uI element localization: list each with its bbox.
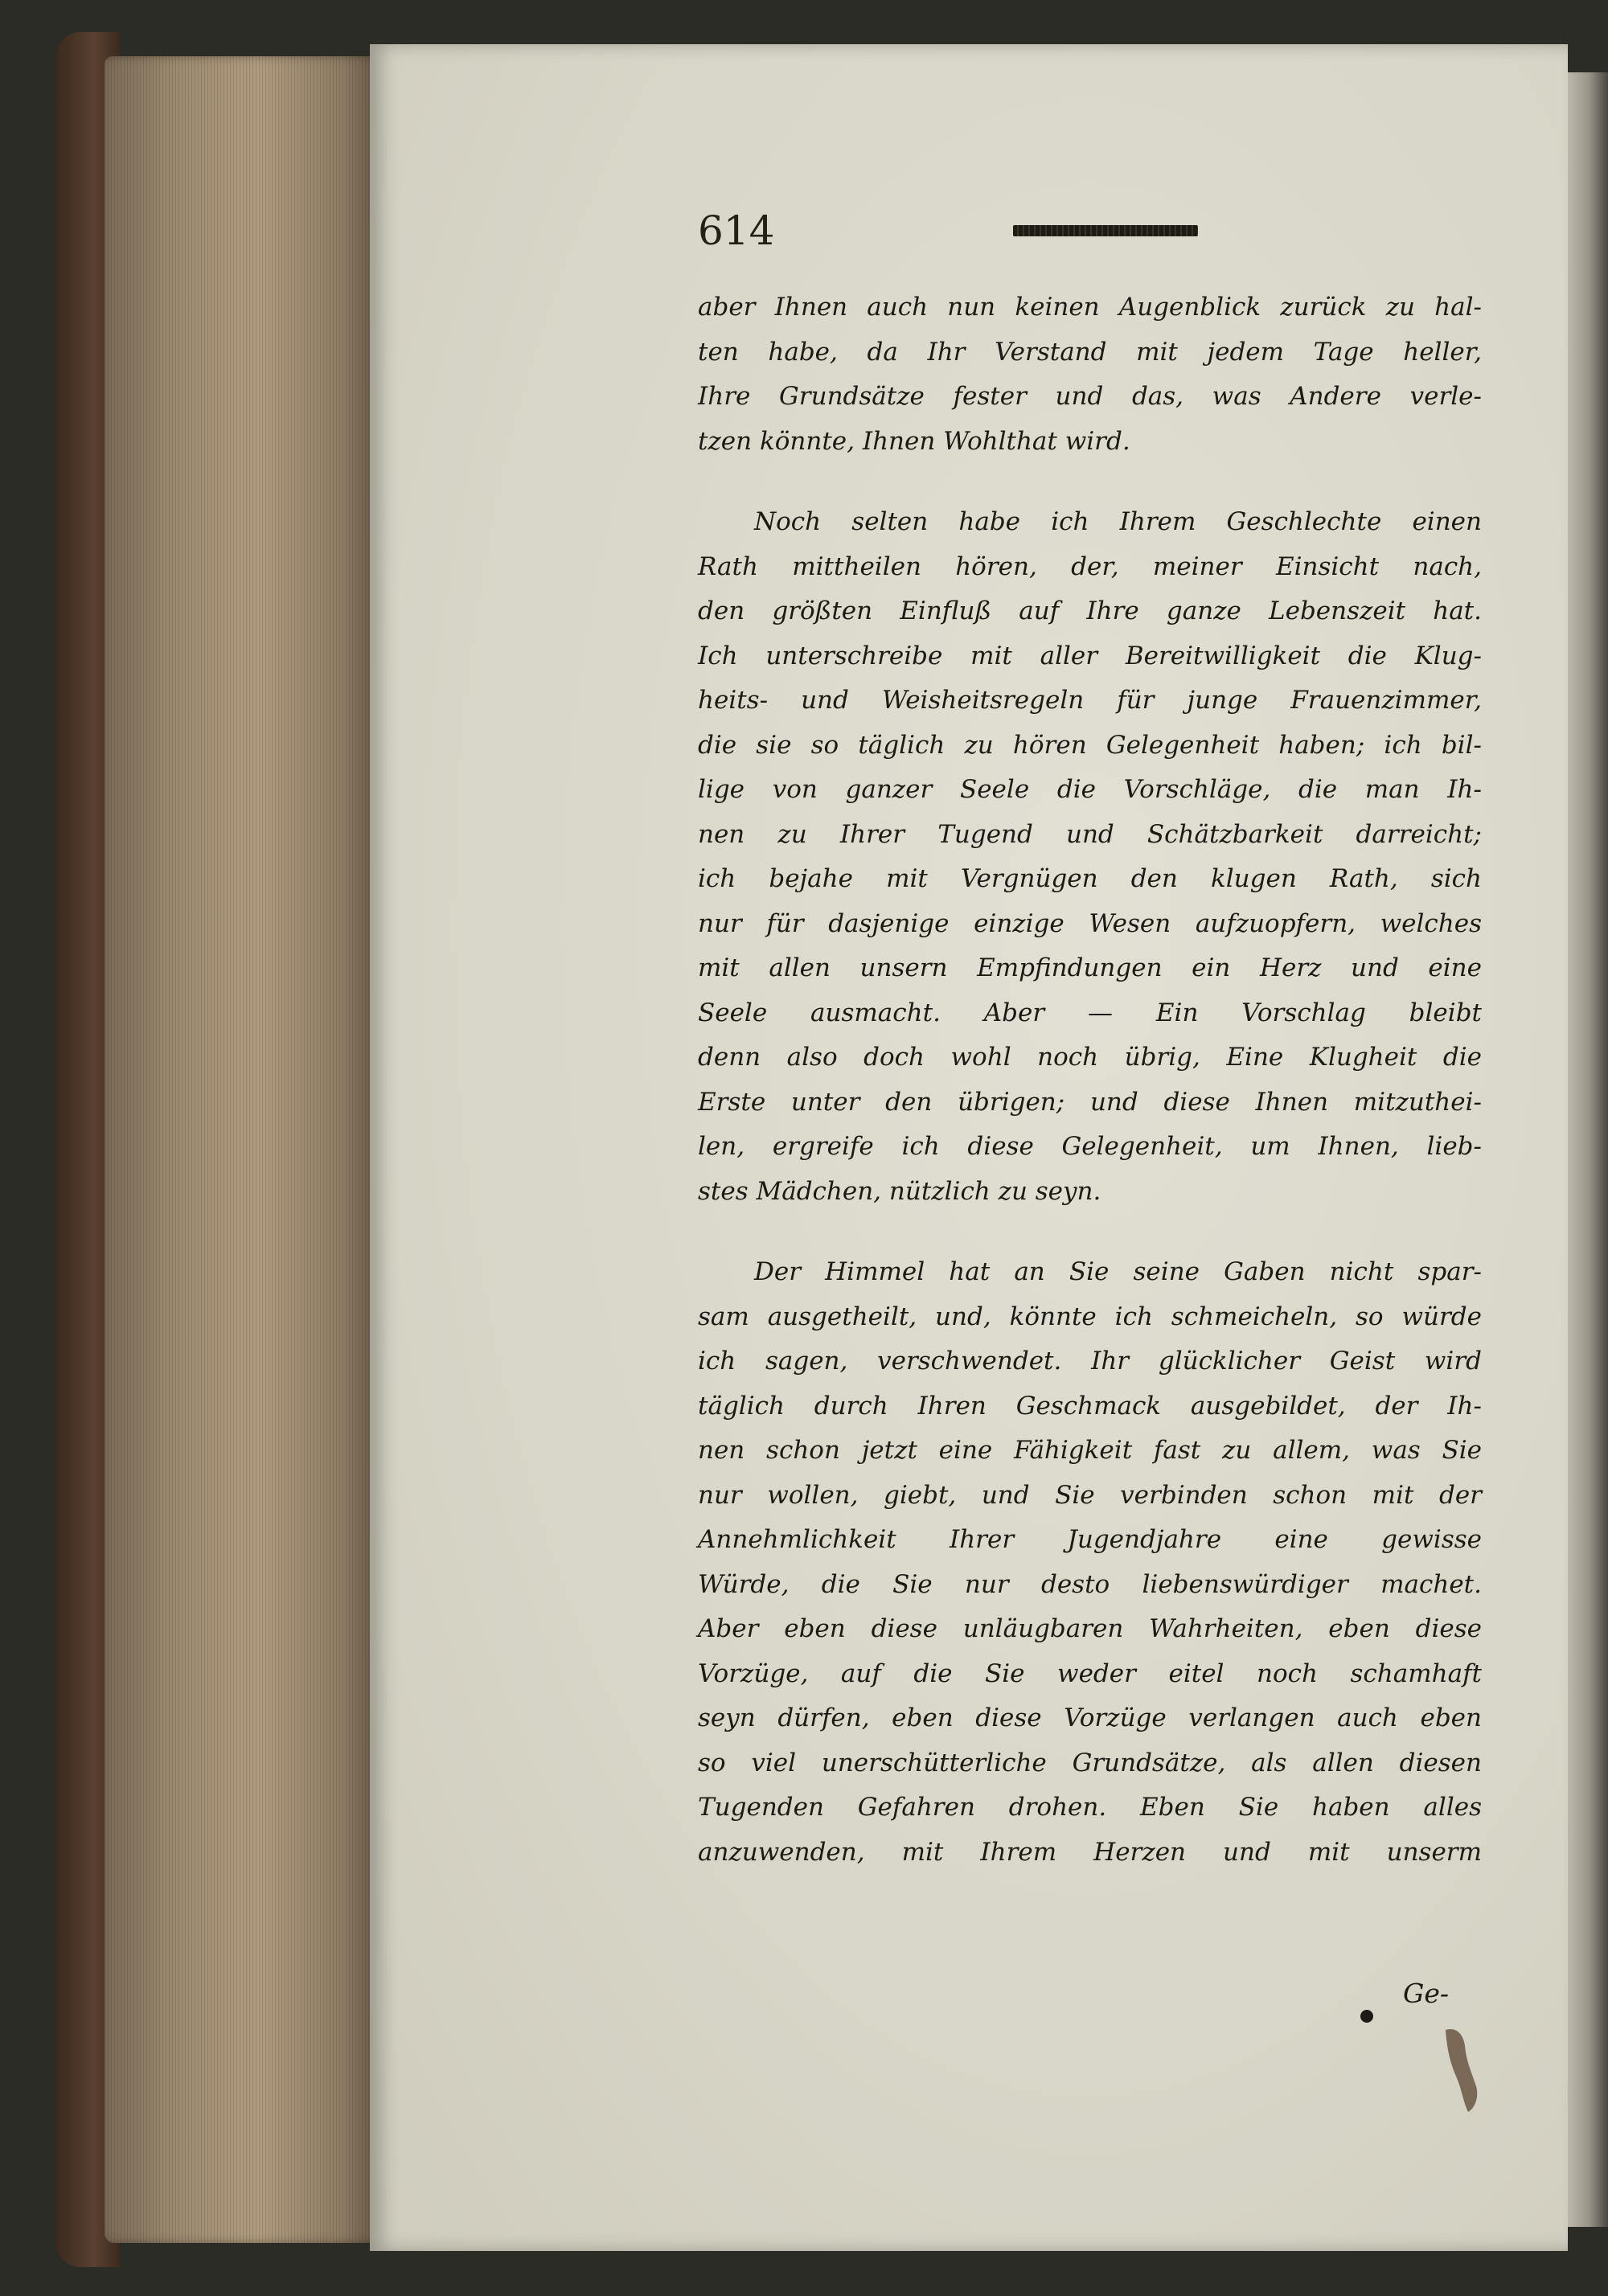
text-line: Würde, die Sie nur desto liebenswürdiger machet. [698,1569,1482,1599]
header-rule [1013,225,1198,236]
text-line: denn also doch wohl noch übrig, Eine Klugheit die [698,1043,1482,1072]
text-line: Rath mittheilen hören, der, meiner Einsicht nach, [698,551,1482,581]
body-text [698,285,1482,1875]
text-line: nen zu Ihrer Tugend und Schätzbarkeit darreicht; [698,819,1482,849]
text-line: Annehmlichkeit Ihrer Jugendjahre eine gewisse [698,1525,1482,1554]
paragraph-2 [698,500,1482,1214]
text-line: lige von ganzer Seele die Vorschläge, die man Ih- [698,775,1482,804]
text-line: ich bejahe mit Vergnügen den klugen Rath, sich [698,864,1482,893]
page-header [698,207,1212,264]
paragraph-1 [698,285,1482,464]
paper-stain [1439,2022,1487,2118]
text-line: seyn dürfen, eben diese Vorzüge verlangen auch eben [698,1704,1482,1732]
text-line: die sie so täglich zu hören Gelegenheit haben; ich bil- [698,730,1482,760]
text-line: nur wollen, giebt, und Sie verbinden schon mit der [698,1480,1482,1510]
text-line: Ich unterschreibe mit aller Bereitwilligkeit die Klug- [698,641,1482,670]
text-line: ich sagen, verschwendet. Ihr glücklicher Geist wird [698,1347,1482,1376]
paragraph-3 [698,1250,1482,1875]
text-line: täglich durch Ihren Geschmack ausgebildet, der Ih- [698,1391,1482,1421]
text-line: Der Himmel hat an Sie seine Gaben nicht spar- [754,1257,1482,1286]
text-line: tzen könnte, Ihnen Wohlthat wird. [698,426,1130,456]
text-line: nen schon jetzt eine Fähigkeit fast zu allem, was Sie [698,1436,1482,1465]
book-page-edges [105,56,386,2243]
text-line: nur für dasjenige einzige Wesen aufzuopfern, welches [698,908,1482,938]
text-line: Ihre Grundsätze fester und das, was Andere verle- [698,382,1482,411]
text-line: anzuwenden, mit Ihrem Herzen und mit unserm [698,1837,1482,1867]
catchword: Ge- [1403,1978,1450,2009]
text-line: mit allen unsern Empfindungen ein Herz und eine [698,953,1482,982]
text-line: Erste unter den übrigen; und diese Ihnen mitzuthei- [698,1087,1482,1117]
text-line: ten habe, da Ihr Verstand mit jedem Tage heller, [698,337,1482,367]
page-number: 614 [698,207,775,254]
text-line: len, ergreife ich diese Gelegenheit, um Ihnen, lieb- [698,1132,1482,1161]
text-line: heits- und Weisheitsregeln für junge Frauenzimmer, [698,686,1482,715]
text-line: den größten Einfluß auf Ihre ganze Lebenszeit hat. [698,597,1482,625]
text-line: Seele ausmacht. Aber — Ein Vorschlag bleibt [698,998,1482,1027]
text-line: Noch selten habe ich Ihrem Geschlechte einen [754,507,1482,536]
ink-spot [1360,2010,1373,2023]
text-line: Tugenden Gefahren drohen. Eben Sie haben alles [698,1793,1482,1822]
text-line: so viel unerschütterliche Grundsätze, als allen diesen [698,1748,1482,1777]
text-line: aber Ihnen auch nun keinen Augenblick zurück zu hal- [698,293,1482,322]
text-line: Vorzüge, auf die Sie weder eitel noch schamhaft [698,1658,1482,1688]
text-line: stes Mädchen, nützlich zu seyn. [698,1176,1101,1206]
text-line: sam ausgetheilt, und, könnte ich schmeicheln, so würde [698,1302,1482,1331]
text-line: Aber eben diese unläugbaren Wahrheiten, eben diese [698,1614,1482,1643]
